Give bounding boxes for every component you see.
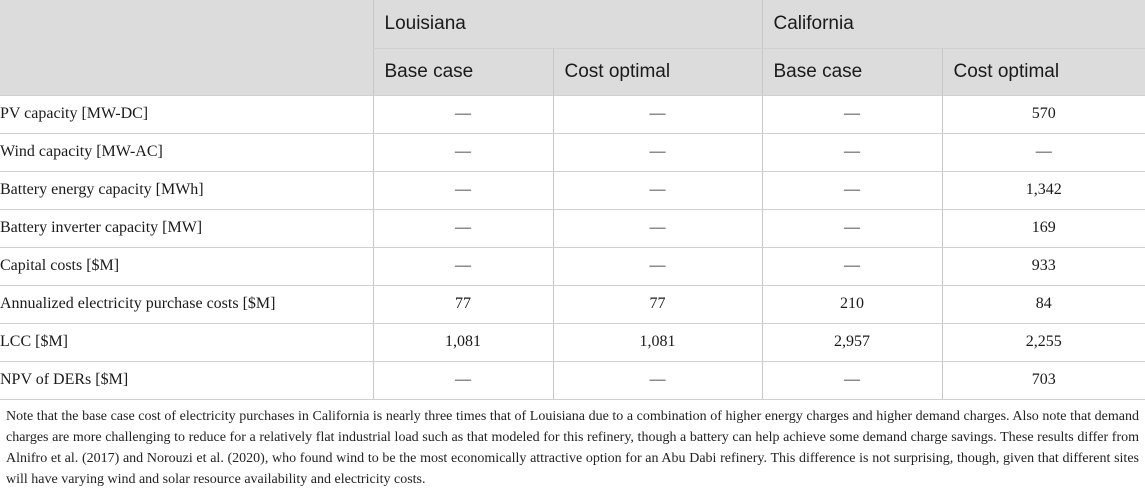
- table-cell: 703: [942, 361, 1145, 399]
- table-cell: —: [373, 133, 553, 171]
- table-row: [0, 361, 1145, 399]
- table-row: [0, 285, 1145, 323]
- table-row: [0, 95, 1145, 133]
- subheader-label: Base case: [773, 60, 863, 82]
- table-cell: —: [553, 133, 762, 171]
- table-cell: —: [373, 361, 553, 399]
- header-region-california: [762, 0, 1145, 48]
- table-cell: 210: [762, 285, 942, 323]
- table-cell: —: [942, 133, 1145, 171]
- table-cell: —: [373, 247, 553, 285]
- table-row: [0, 247, 1145, 285]
- table-cell: 84: [942, 285, 1145, 323]
- row-label: Battery inverter capacity [MW]: [0, 209, 373, 247]
- header-subcase: [942, 48, 1145, 95]
- table-cell: 1,342: [942, 171, 1145, 209]
- table-cell: 2,255: [942, 323, 1145, 361]
- table-cell: —: [553, 171, 762, 209]
- table-cell: —: [762, 247, 942, 285]
- row-label: Wind capacity [MW-AC]: [0, 133, 373, 171]
- row-label: NPV of DERs [$M]: [0, 361, 373, 399]
- table-cell: 169: [942, 209, 1145, 247]
- table-cell: —: [762, 133, 942, 171]
- subheader-label: Cost optimal: [953, 60, 1060, 82]
- header-region-louisiana: [373, 0, 762, 48]
- row-label: PV capacity [MW-DC]: [0, 95, 373, 133]
- table-cell: —: [553, 95, 762, 133]
- table-cell: —: [553, 247, 762, 285]
- header-subcase: [373, 48, 553, 95]
- subheader-label: Cost optimal: [564, 60, 671, 82]
- table-row: [0, 209, 1145, 247]
- row-label: Capital costs [$M]: [0, 247, 373, 285]
- table-cell: 77: [553, 285, 762, 323]
- region-label: Louisiana: [384, 12, 466, 34]
- subheader-label: Base case: [384, 60, 474, 82]
- header-subcase: [762, 48, 942, 95]
- table-cell: —: [762, 361, 942, 399]
- table-row: [0, 133, 1145, 171]
- table-cell: —: [553, 361, 762, 399]
- row-label: Annualized electricity purchase costs [$M]: [0, 285, 373, 323]
- table-row: [0, 323, 1145, 361]
- table-cell: —: [762, 209, 942, 247]
- row-label: LCC [$M]: [0, 323, 373, 361]
- table-cell: 1,081: [373, 323, 553, 361]
- table-footnote: Note that the base case cost of electricity purchases in California is nearly three times that of Louisiana due to a combination of higher energy charges and higher demand charges. Also note that demand charges are more challenging to reduce for a relatively flat industrial load such as that modeled for this refinery, though a battery can help achieve some demand charge savings. These results differ from Alnifro et al. (2017) and Norouzi et al. (2020), who found wind to be the most economically attractive option for an Abu Dabi refinery. This difference is not surprising, though, given that different sites will have varying wind and solar resource availability and electricity costs.: [6, 408, 1139, 487]
- table-cell: 2,957: [762, 323, 942, 361]
- table-cell: —: [762, 95, 942, 133]
- row-label: Battery energy capacity [MWh]: [0, 171, 373, 209]
- table-cell: —: [553, 209, 762, 247]
- table-cell: —: [762, 171, 942, 209]
- table-cell: 933: [942, 247, 1145, 285]
- header-subcase: [553, 48, 762, 95]
- table-cell: 1,081: [553, 323, 762, 361]
- table-row: [0, 171, 1145, 209]
- header-row-regions: [0, 0, 1145, 48]
- region-label: California: [773, 12, 854, 34]
- table-cell: —: [373, 95, 553, 133]
- table-cell: —: [373, 209, 553, 247]
- header-empty-cell: [0, 0, 373, 95]
- table-cell: 570: [942, 95, 1145, 133]
- table-cell: 77: [373, 285, 553, 323]
- table-cell: —: [373, 171, 553, 209]
